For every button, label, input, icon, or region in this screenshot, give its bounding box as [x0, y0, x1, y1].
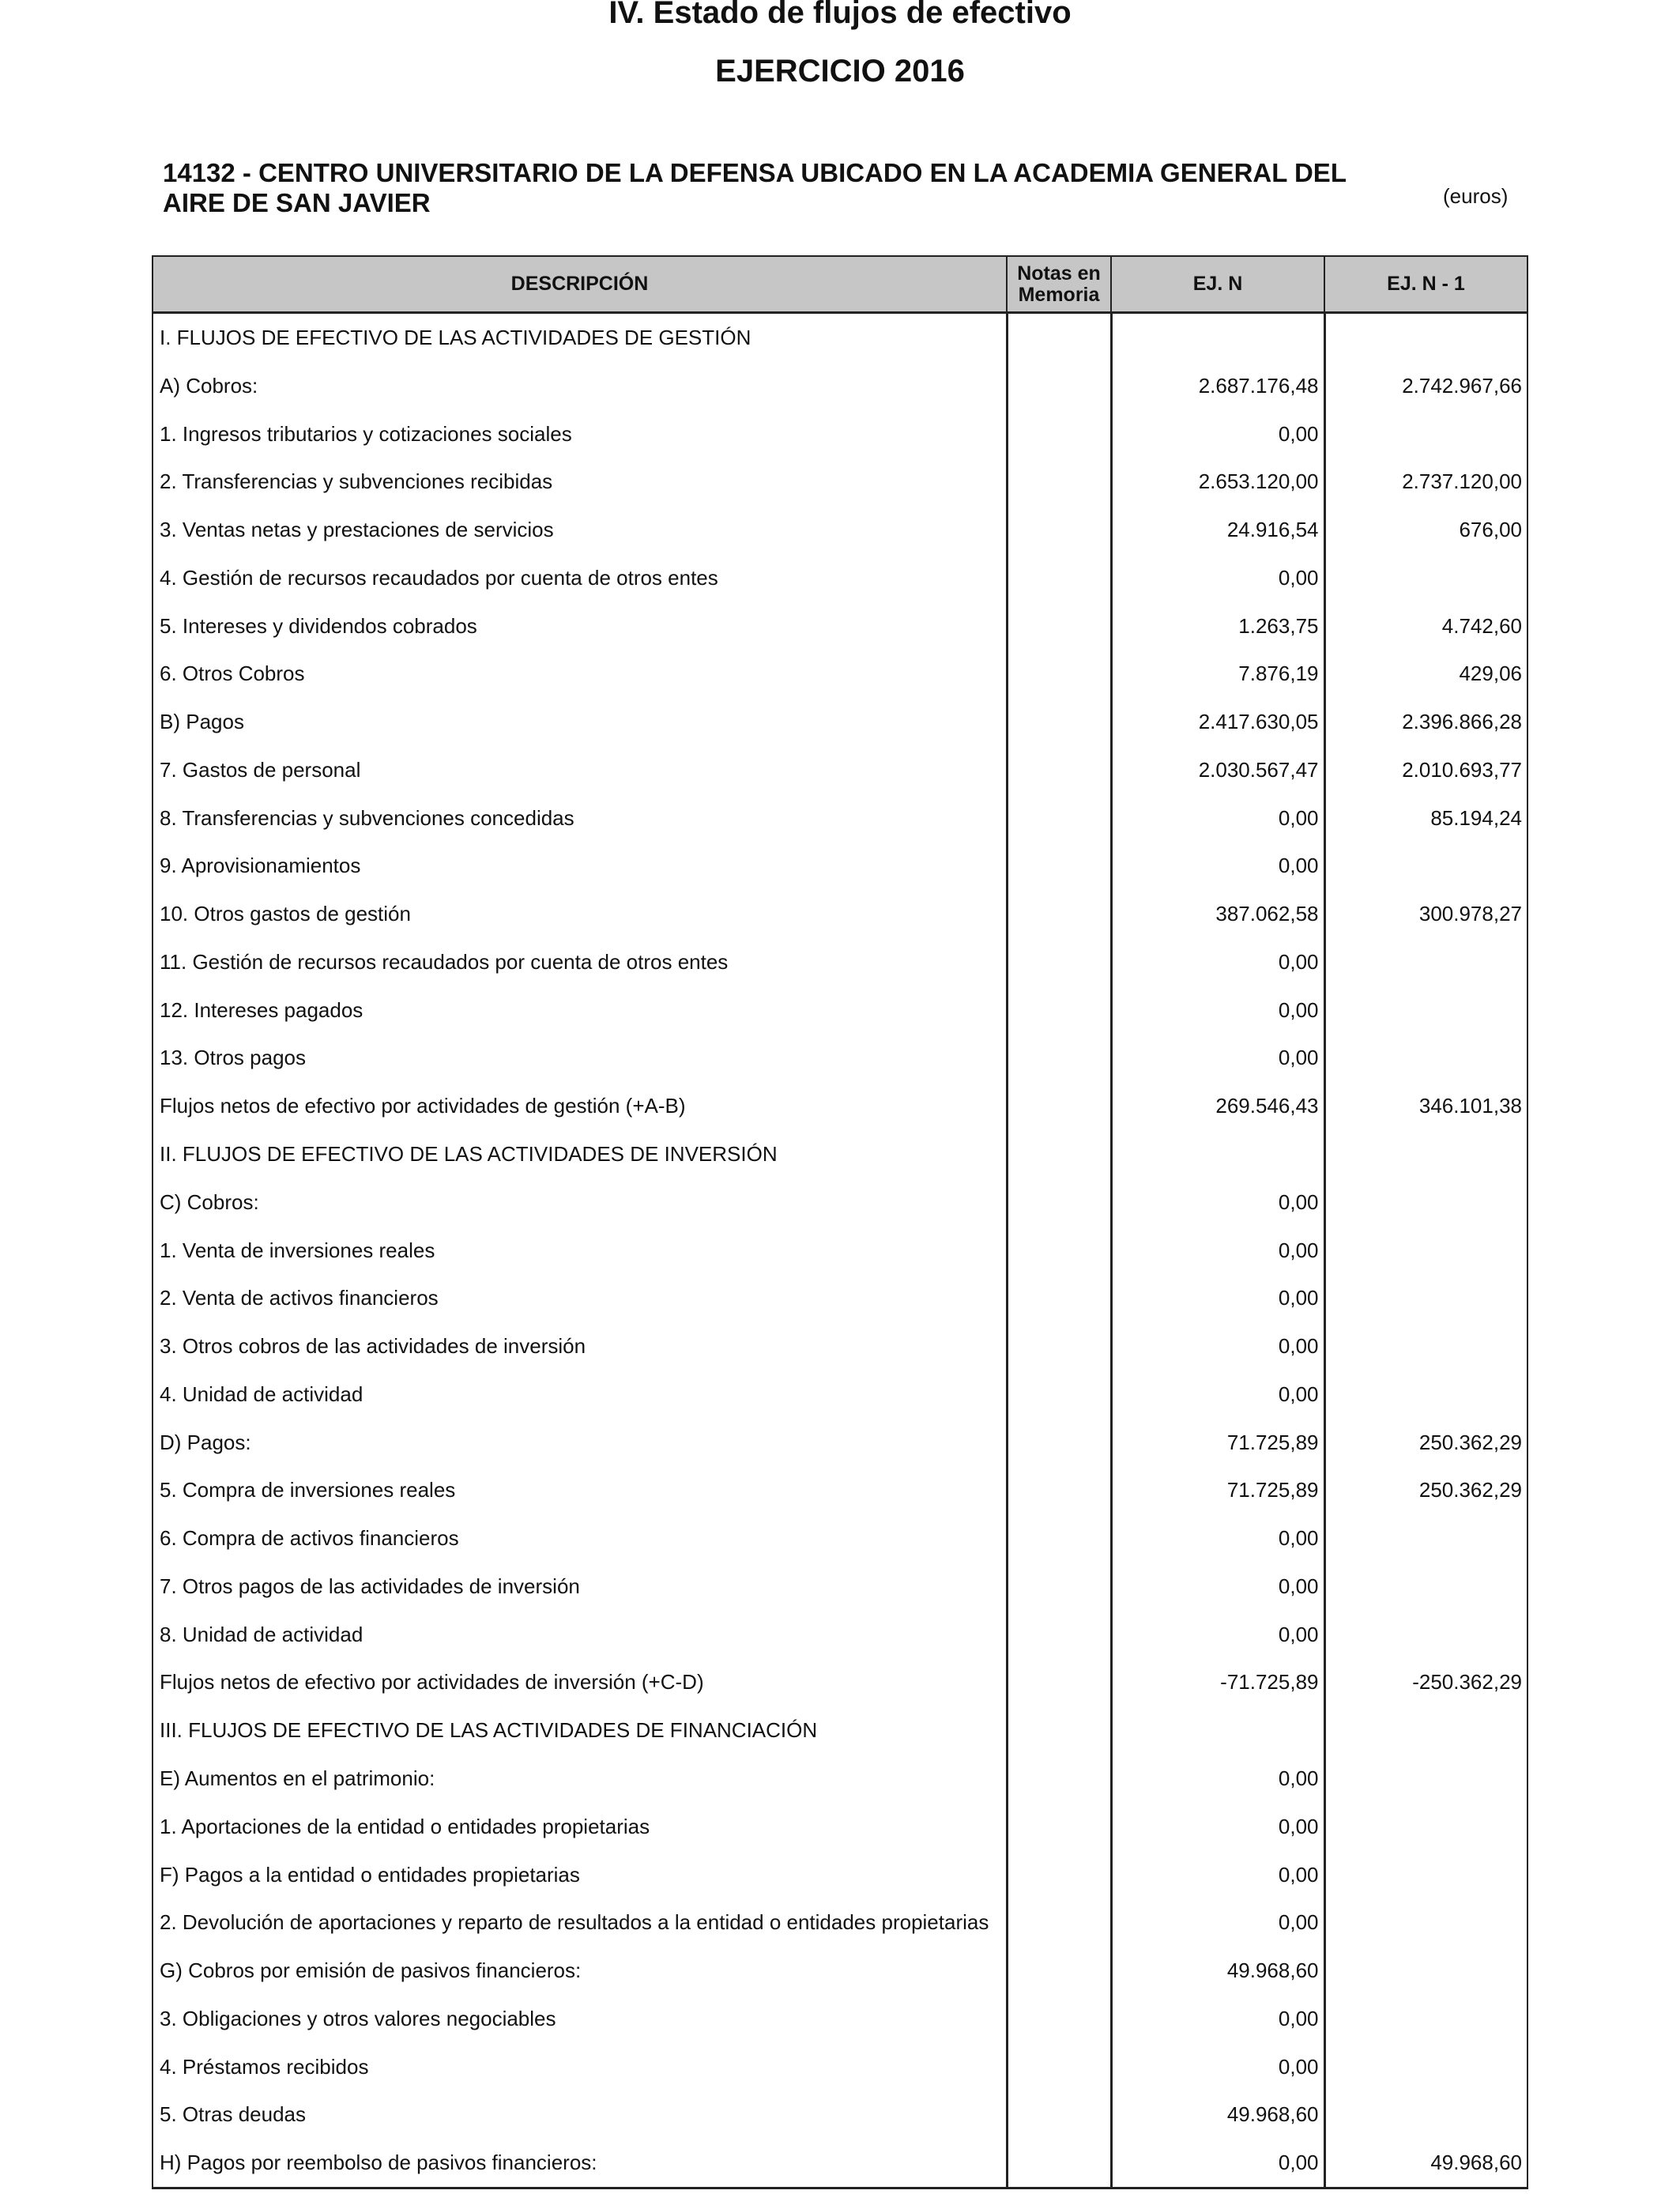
row-previous-year-value: 250.362,29	[1324, 1466, 1527, 1514]
row-previous-year-value	[1324, 1563, 1527, 1611]
table-row	[153, 1563, 1527, 1611]
row-current-year-value: 0,00	[1111, 1803, 1324, 1851]
row-previous-year-value	[1324, 938, 1527, 986]
row-current-year-value: 0,00	[1111, 1034, 1324, 1082]
row-description: F) Pagos a la entidad o entidades propietarias	[160, 1862, 580, 1887]
row-notes	[1007, 1611, 1111, 1659]
column-header-description: DESCRIPCIÓN	[153, 256, 1007, 313]
row-current-year-value: 0,00	[1111, 1611, 1324, 1659]
column-header-notes-line1: Notas en	[1017, 262, 1101, 285]
row-current-year-value: 0,00	[1111, 1995, 1324, 2043]
table-row	[153, 2090, 1527, 2139]
row-current-year-value: 2.687.176,48	[1111, 362, 1324, 410]
row-description: 7. Gastos de personal	[160, 757, 361, 782]
table-row	[153, 1995, 1527, 2043]
row-description: II. FLUJOS DE EFECTIVO DE LAS ACTIVIDADES DE INVERSIÓN	[160, 1142, 778, 1167]
row-previous-year-value: 2.737.120,00	[1324, 458, 1527, 506]
row-description: C) Cobros:	[160, 1189, 259, 1214]
table-row	[153, 1947, 1527, 1995]
row-notes	[1007, 2090, 1111, 2139]
row-notes	[1007, 1563, 1111, 1611]
row-current-year-value: 49.968,60	[1111, 2090, 1324, 2139]
table-row	[153, 410, 1527, 458]
row-notes	[1007, 1995, 1111, 2043]
row-current-year-value: 0,00	[1111, 1755, 1324, 1803]
row-previous-year-value	[1324, 1322, 1527, 1370]
table-row	[153, 890, 1527, 938]
row-previous-year-value	[1324, 1898, 1527, 1947]
row-previous-year-value	[1324, 313, 1527, 362]
row-description: 5. Compra de inversiones reales	[160, 1478, 456, 1502]
row-previous-year-value: 250.362,29	[1324, 1419, 1527, 1467]
row-previous-year-value	[1324, 1947, 1527, 1995]
row-current-year-value: 71.725,89	[1111, 1466, 1324, 1514]
row-previous-year-value: 346.101,38	[1324, 1082, 1527, 1130]
row-current-year-value: 7.876,19	[1111, 650, 1324, 698]
column-header-notes-line2: Memoria	[1018, 283, 1100, 306]
table-row	[153, 650, 1527, 698]
row-current-year-value: 2.653.120,00	[1111, 458, 1324, 506]
table-row	[153, 698, 1527, 746]
row-current-year-value	[1111, 313, 1324, 362]
row-current-year-value: 0,00	[1111, 554, 1324, 602]
row-description: 6. Otros Cobros	[160, 662, 305, 686]
row-notes	[1007, 362, 1111, 410]
row-notes	[1007, 313, 1111, 362]
row-current-year-value	[1111, 1130, 1324, 1178]
row-current-year-value: 0,00	[1111, 1274, 1324, 1322]
table-row	[153, 746, 1527, 794]
table-row	[153, 1803, 1527, 1851]
row-current-year-value: 269.546,43	[1111, 1082, 1324, 1130]
table-row	[153, 1466, 1527, 1514]
row-previous-year-value	[1324, 1995, 1527, 2043]
table-row	[153, 1370, 1527, 1419]
row-current-year-value	[1111, 1706, 1324, 1755]
row-notes	[1007, 1658, 1111, 1706]
row-notes	[1007, 1274, 1111, 1322]
entity-name-line2: AIRE DE SAN JAVIER	[163, 188, 431, 217]
row-description: 1. Ingresos tributarios y cotizaciones sociales	[160, 421, 572, 446]
table-row	[153, 1322, 1527, 1370]
row-description: 2. Devolución de aportaciones y reparto de resultados a la entidad o entidades propietarias	[160, 1910, 989, 1935]
row-description: 8. Transferencias y subvenciones concedidas	[160, 805, 574, 830]
row-current-year-value: 0,00	[1111, 410, 1324, 458]
row-description: H) Pagos por reembolso de pasivos financieros:	[160, 2151, 597, 2175]
row-notes	[1007, 506, 1111, 554]
table-row	[153, 1419, 1527, 1467]
row-notes	[1007, 410, 1111, 458]
row-previous-year-value: 300.978,27	[1324, 890, 1527, 938]
row-notes	[1007, 602, 1111, 650]
row-previous-year-value	[1324, 1034, 1527, 1082]
row-current-year-value: 0,00	[1111, 1322, 1324, 1370]
row-previous-year-value	[1324, 1130, 1527, 1178]
row-previous-year-value	[1324, 1274, 1527, 1322]
row-description: 13. Otros pagos	[160, 1046, 306, 1070]
table-row	[153, 506, 1527, 554]
currency-units: (euros)	[1443, 184, 1509, 208]
row-current-year-value: 0,00	[1111, 1514, 1324, 1563]
table-row	[153, 1178, 1527, 1227]
table-row	[153, 842, 1527, 890]
table-row	[153, 1082, 1527, 1130]
row-previous-year-value: -250.362,29	[1324, 1658, 1527, 1706]
row-notes	[1007, 458, 1111, 506]
row-current-year-value: 2.417.630,05	[1111, 698, 1324, 746]
row-description: 8. Unidad de actividad	[160, 1622, 363, 1646]
row-notes	[1007, 1466, 1111, 1514]
row-description: 10. Otros gastos de gestión	[160, 902, 411, 926]
row-description: 6. Compra de activos financieros	[160, 1526, 459, 1551]
row-previous-year-value	[1324, 1178, 1527, 1227]
row-previous-year-value	[1324, 1755, 1527, 1803]
row-previous-year-value	[1324, 1706, 1527, 1755]
row-notes	[1007, 1947, 1111, 1995]
row-current-year-value: 0,00	[1111, 842, 1324, 890]
table-row	[153, 458, 1527, 506]
row-previous-year-value: 49.968,60	[1324, 2139, 1527, 2188]
row-previous-year-value	[1324, 842, 1527, 890]
table-row	[153, 2043, 1527, 2091]
row-description: 2. Transferencias y subvenciones recibidas	[160, 469, 553, 494]
row-current-year-value: 0,00	[1111, 1851, 1324, 1899]
row-notes	[1007, 1706, 1111, 1755]
row-notes	[1007, 938, 1111, 986]
row-notes	[1007, 794, 1111, 843]
row-description: 1. Aportaciones de la entidad o entidades propietarias	[160, 1814, 650, 1838]
row-description: 3. Obligaciones y otros valores negociables	[160, 2006, 556, 2030]
row-previous-year-value	[1324, 1370, 1527, 1419]
row-current-year-value: 0,00	[1111, 1227, 1324, 1275]
fiscal-year-title: EJERCICIO 2016	[715, 54, 965, 89]
row-previous-year-value	[1324, 1803, 1527, 1851]
row-current-year-value: 0,00	[1111, 1370, 1324, 1419]
row-previous-year-value: 2.742.967,66	[1324, 362, 1527, 410]
row-previous-year-value: 429,06	[1324, 650, 1527, 698]
row-description: 9. Aprovisionamientos	[160, 854, 361, 878]
row-notes	[1007, 842, 1111, 890]
row-description: 11. Gestión de recursos recaudados por cuenta de otros entes	[160, 949, 729, 974]
row-notes	[1007, 1082, 1111, 1130]
row-current-year-value: 24.916,54	[1111, 506, 1324, 554]
row-notes	[1007, 1514, 1111, 1563]
table-row	[153, 938, 1527, 986]
row-description: 12. Intereses pagados	[160, 997, 363, 1022]
row-current-year-value: 1.263,75	[1111, 602, 1324, 650]
table-row	[153, 1034, 1527, 1082]
row-description: 5. Otras deudas	[160, 2102, 306, 2127]
row-current-year-value: 71.725,89	[1111, 1419, 1324, 1467]
column-header-current-year: EJ. N	[1111, 256, 1324, 313]
row-description: G) Cobros por emisión de pasivos financieros:	[160, 1958, 582, 1983]
row-previous-year-value	[1324, 1227, 1527, 1275]
row-notes	[1007, 698, 1111, 746]
row-description: 4. Unidad de actividad	[160, 1382, 363, 1406]
row-notes	[1007, 1755, 1111, 1803]
row-notes	[1007, 1370, 1111, 1419]
row-current-year-value: 0,00	[1111, 2043, 1324, 2091]
table-row	[153, 362, 1527, 410]
row-description: 4. Préstamos recibidos	[160, 2054, 369, 2079]
row-notes	[1007, 890, 1111, 938]
row-description: 4. Gestión de recursos recaudados por cuenta de otros entes	[160, 565, 718, 590]
row-current-year-value: 49.968,60	[1111, 1947, 1324, 1995]
table-row	[153, 1227, 1527, 1275]
row-previous-year-value	[1324, 1611, 1527, 1659]
entity-name-line1: 14132 - CENTRO UNIVERSITARIO DE LA DEFENSA UBICADO EN LA ACADEMIA GENERAL DEL	[163, 158, 1347, 187]
page-title: IV. Estado de flujos de efectivo	[608, 0, 1072, 30]
row-description: E) Aumentos en el patrimonio:	[160, 1766, 435, 1790]
row-previous-year-value	[1324, 1514, 1527, 1563]
row-current-year-value: 0,00	[1111, 1563, 1324, 1611]
row-notes	[1007, 1227, 1111, 1275]
row-previous-year-value: 2.010.693,77	[1324, 746, 1527, 794]
cash-flow-table	[152, 255, 1528, 2189]
row-description: 1. Venta de inversiones reales	[160, 1238, 435, 1262]
row-previous-year-value	[1324, 554, 1527, 602]
row-notes	[1007, 1851, 1111, 1899]
row-current-year-value: 0,00	[1111, 1178, 1324, 1227]
table-row	[153, 1898, 1527, 1947]
row-current-year-value: 0,00	[1111, 986, 1324, 1035]
table-row	[153, 1274, 1527, 1322]
row-description: Flujos netos de efectivo por actividades de gestión (+A-B)	[160, 1094, 686, 1118]
row-previous-year-value	[1324, 410, 1527, 458]
row-notes	[1007, 746, 1111, 794]
row-previous-year-value	[1324, 2043, 1527, 2091]
entity-name	[163, 158, 1396, 218]
table-row	[153, 1514, 1527, 1563]
table-row	[153, 602, 1527, 650]
row-previous-year-value: 4.742,60	[1324, 602, 1527, 650]
row-previous-year-value: 85.194,24	[1324, 794, 1527, 843]
table-body	[153, 313, 1527, 2188]
table-row	[153, 794, 1527, 843]
row-description: I. FLUJOS DE EFECTIVO DE LAS ACTIVIDADES DE GESTIÓN	[160, 326, 751, 349]
row-notes	[1007, 1419, 1111, 1467]
row-current-year-value: 0,00	[1111, 938, 1324, 986]
row-current-year-value: 2.030.567,47	[1111, 746, 1324, 794]
row-previous-year-value: 676,00	[1324, 506, 1527, 554]
table-row	[153, 1851, 1527, 1899]
table-row	[153, 1611, 1527, 1659]
table-row	[153, 1706, 1527, 1755]
row-current-year-value: -71.725,89	[1111, 1658, 1324, 1706]
row-description: 3. Otros cobros de las actividades de inversión	[160, 1334, 586, 1359]
row-notes	[1007, 1034, 1111, 1082]
row-description: Flujos netos de efectivo por actividades de inversión (+C-D)	[160, 1670, 704, 1695]
table-row	[153, 1755, 1527, 1803]
row-description: D) Pagos:	[160, 1430, 251, 1454]
table-row	[153, 986, 1527, 1035]
row-current-year-value: 0,00	[1111, 2139, 1324, 2188]
row-previous-year-value: 2.396.866,28	[1324, 698, 1527, 746]
row-description: 3. Ventas netas y prestaciones de servicios	[160, 518, 554, 542]
row-notes	[1007, 1322, 1111, 1370]
column-header-previous-year: EJ. N - 1	[1324, 256, 1527, 313]
row-description: 5. Intereses y dividendos cobrados	[160, 613, 477, 638]
table-header-row	[153, 256, 1527, 313]
row-previous-year-value	[1324, 2090, 1527, 2139]
row-notes	[1007, 2043, 1111, 2091]
row-notes	[1007, 1130, 1111, 1178]
row-notes	[1007, 1898, 1111, 1947]
row-description: 7. Otros pagos de las actividades de inversión	[160, 1574, 580, 1598]
row-description: A) Cobros:	[160, 373, 258, 398]
row-current-year-value: 387.062,58	[1111, 890, 1324, 938]
table-row	[153, 1130, 1527, 1178]
row-previous-year-value	[1324, 1851, 1527, 1899]
row-notes	[1007, 1803, 1111, 1851]
row-description: III. FLUJOS DE EFECTIVO DE LAS ACTIVIDADES DE FINANCIACIÓN	[160, 1718, 818, 1743]
table-row	[153, 313, 1527, 362]
row-description: B) Pagos	[160, 710, 244, 734]
table-row	[153, 1658, 1527, 1706]
row-current-year-value: 0,00	[1111, 794, 1324, 843]
row-notes	[1007, 650, 1111, 698]
row-description: 2. Venta de activos financieros	[160, 1286, 439, 1310]
row-previous-year-value	[1324, 986, 1527, 1035]
row-notes	[1007, 554, 1111, 602]
table-row	[153, 554, 1527, 602]
row-notes	[1007, 1178, 1111, 1227]
row-notes	[1007, 986, 1111, 1035]
row-current-year-value: 0,00	[1111, 1898, 1324, 1947]
row-notes	[1007, 2139, 1111, 2188]
column-header-notes	[1007, 256, 1111, 313]
table-row	[153, 2139, 1527, 2188]
